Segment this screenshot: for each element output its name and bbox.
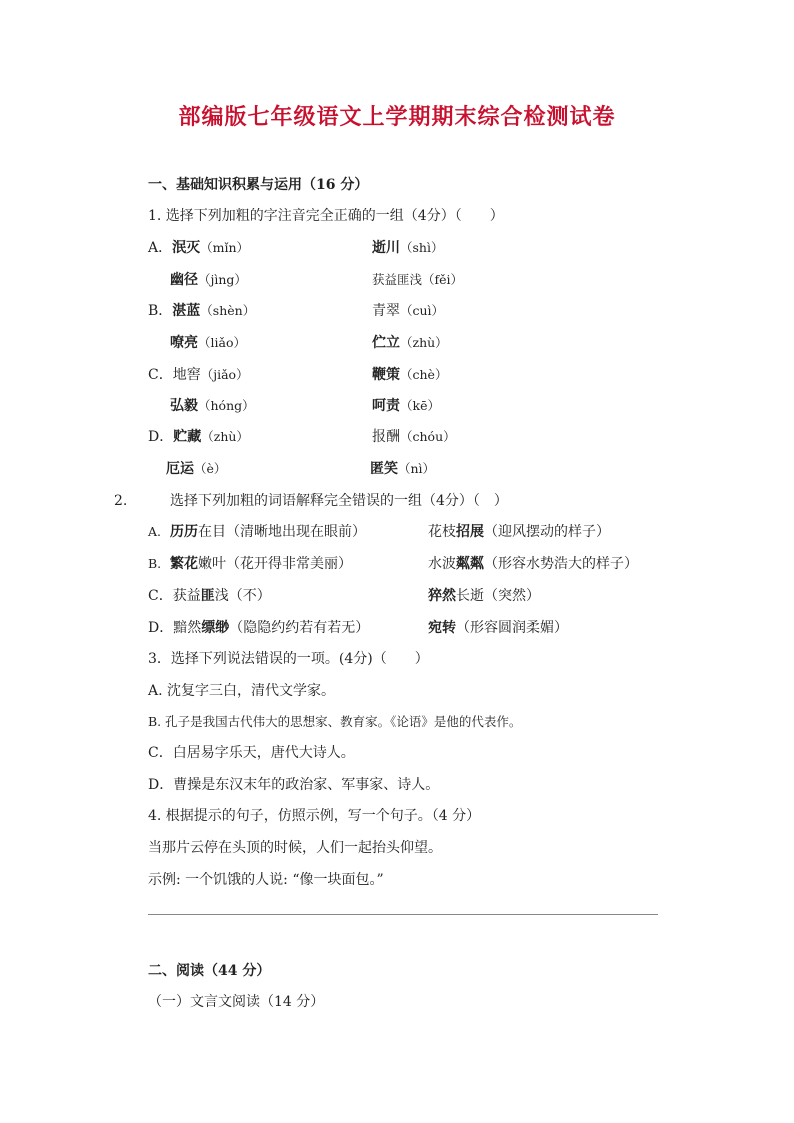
q2-option-b-2 [428, 555, 638, 573]
pinyin: （nì） [398, 461, 436, 476]
q1-option-d-2 [372, 428, 456, 446]
bold-word: 逝川 [372, 240, 400, 256]
option-text: （形容圆润柔媚） [456, 620, 568, 636]
q3-option-c: C．白居易字乐天，唐代大诗人。 [148, 745, 355, 761]
q2-option-a [148, 523, 366, 541]
bold-word: 湛蓝 [172, 303, 201, 319]
section-1-heading: 一、基础知识积累与运用（16 分） [148, 177, 369, 193]
bold-word: 幽径 [170, 272, 198, 288]
pinyin: （shì） [400, 240, 444, 255]
bold-word: 繁花 [170, 556, 198, 572]
pinyin: （hóng） [198, 398, 255, 413]
option-label: A． [148, 240, 173, 256]
pinyin: （chè） [400, 367, 448, 382]
bold-word: 呵责 [372, 398, 400, 414]
pinyin: （chóu） [400, 429, 456, 444]
q3-option-a: A. 沈复字三白，清代文学家。 [148, 683, 336, 699]
q3-option-d: D．曹操是东汉末年的政治家、军事家、诗人。 [148, 777, 440, 793]
q4-example: 示例: 一个饥饿的人说: “像一块面包。” [148, 872, 384, 888]
q2-prompt: 选择下列加粗的词语解释完全错误的一组（4分）（ ） [170, 493, 508, 509]
q1-option-a [148, 239, 249, 257]
word: 青翠 [372, 303, 400, 319]
q1-option-b-4 [372, 334, 448, 352]
option-text: （隐隐约约若有若无） [229, 620, 370, 636]
option-text: 在目（清晰地出现在眼前） [198, 524, 366, 540]
q1-option-b-2 [372, 302, 444, 320]
q2-option-d [148, 619, 369, 637]
option-text: 获益 [172, 588, 201, 604]
bold-word: 匿笑 [370, 461, 398, 477]
bold-word: 鞭策 [372, 367, 400, 383]
q1-option-b [148, 302, 255, 320]
bold-word: 缥缈 [201, 620, 230, 636]
page-title: 部编版七年级语文上学期期末综合检测试卷 [178, 104, 616, 130]
option-text: （迎风摆动的样子） [484, 524, 610, 540]
bold-word: 嘹亮 [170, 335, 198, 351]
option-label: B． [148, 303, 173, 319]
q1-option-c-3 [170, 397, 255, 415]
q1-prompt: 1. 选择下列加粗的字注音完全正确的一组（4分）（ ） [148, 208, 504, 224]
q1-option-c [148, 366, 249, 384]
q4-prompt: 4. 根据提示的句子，仿照示例，写一个句子。（4 分） [148, 808, 481, 824]
option-text: 长逝（突然） [456, 588, 540, 604]
option-label: A. [148, 524, 162, 539]
section-2-heading: 二、阅读（44 分） [148, 963, 271, 979]
q2-option-a-2 [428, 523, 610, 541]
word: 获益匪浅 [372, 272, 423, 287]
option-text: 水波 [428, 556, 456, 572]
option-label: D． [148, 429, 174, 445]
pinyin: （jìng） [198, 272, 247, 287]
q1-option-b-3 [170, 334, 246, 352]
pinyin: （zhù） [201, 429, 249, 444]
q3-prompt: 3．选择下列说法错误的一项。(4分)（ ） [148, 651, 429, 667]
pinyin: （jiǎo） [200, 367, 249, 382]
section-2-subheading: （一）文言文阅读（14 分） [148, 994, 325, 1010]
q2-option-c [148, 587, 271, 605]
bold-word: 伫立 [372, 335, 400, 351]
option-text: （形容水势浩大的样子） [484, 556, 638, 572]
q4-line-1: 当那片云停在头顶的时候，人们一起抬头仰望。 [148, 840, 442, 856]
word: 报酬 [372, 429, 400, 445]
word: 地窖 [172, 367, 201, 383]
bold-word: 粼粼 [456, 556, 484, 572]
option-text: 花枝 [428, 524, 456, 540]
bold-word: 弘毅 [170, 398, 198, 414]
bold-word: 招展 [456, 524, 484, 540]
option-label: B. [148, 556, 162, 571]
answer-line [148, 914, 658, 915]
bold-word: 泯灭 [172, 240, 201, 256]
q2-option-c-2 [428, 587, 540, 605]
option-text: 浅（不） [214, 588, 271, 604]
pinyin: （shèn） [200, 303, 256, 318]
bold-word: 猝然 [428, 588, 456, 604]
q1-option-d [148, 428, 249, 446]
option-text: 黯然 [173, 620, 202, 636]
q1-option-a-3 [170, 271, 247, 289]
q3-option-b: B. 孔子是我国古代伟大的思想家、教育家。《论语》是他的代表作。 [148, 714, 522, 729]
option-label: C． [148, 367, 173, 383]
q1-option-a-2 [372, 239, 443, 257]
pinyin: （liǎo） [198, 335, 246, 350]
bold-word: 贮藏 [173, 429, 202, 445]
q2-number: 2. [114, 493, 128, 509]
q1-option-c-4 [372, 397, 440, 415]
q1-option-d-3 [166, 460, 226, 478]
bold-word: 宛转 [428, 620, 456, 636]
pinyin: （fěi） [422, 272, 464, 287]
pinyin: （zhù） [400, 335, 448, 350]
bold-word: 匪 [200, 588, 215, 604]
q1-option-d-4 [370, 460, 435, 478]
pinyin: （kē） [400, 398, 440, 413]
bold-word: 历历 [170, 524, 198, 540]
q1-option-c-2 [372, 366, 447, 384]
q1-option-a-4 [372, 271, 463, 289]
pinyin: （mǐn） [200, 240, 250, 255]
option-label: C． [148, 588, 173, 604]
bold-word: 厄运 [166, 461, 194, 477]
option-text: 嫩叶（花开得非常美丽） [198, 556, 352, 572]
pinyin: （cuì） [400, 303, 445, 318]
q2-option-b [148, 555, 352, 573]
q2-option-d-2 [428, 619, 568, 637]
option-label: D． [148, 620, 174, 636]
pinyin: （è） [194, 461, 227, 476]
